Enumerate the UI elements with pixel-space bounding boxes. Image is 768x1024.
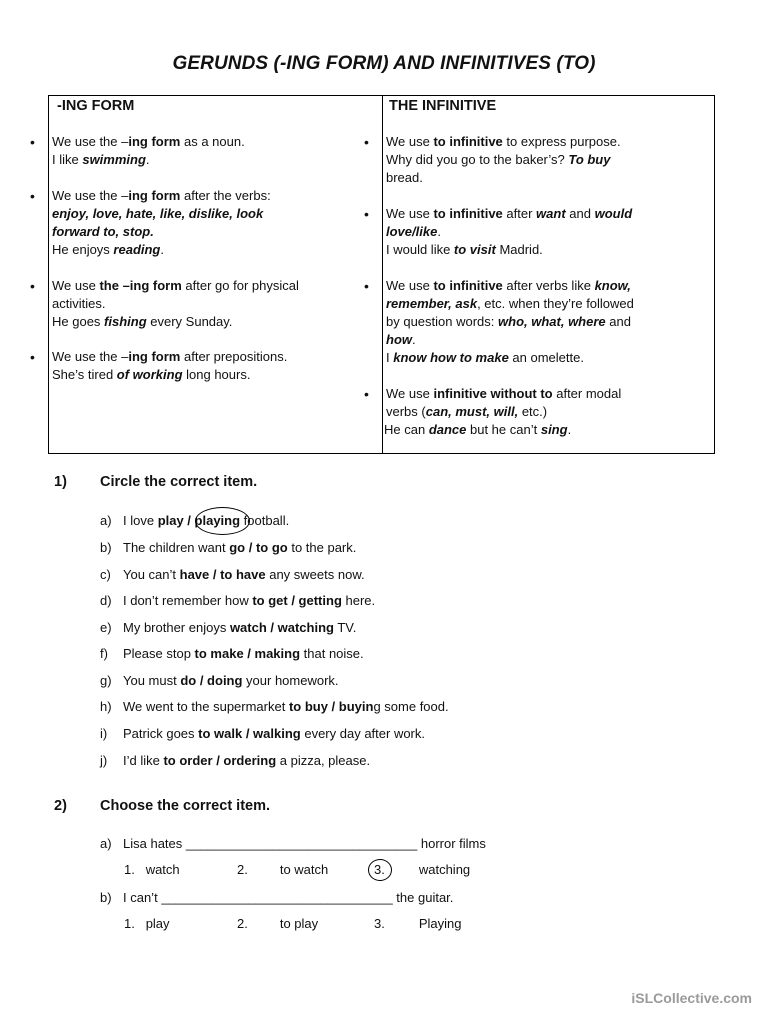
exercise1-item-i: i) Patrick goes to walk / walking every day after work. [100, 726, 426, 741]
bullet: • [364, 386, 369, 402]
bullet: • [30, 349, 35, 365]
section2-heading: 2) Choose the correct item. [54, 798, 271, 814]
option-a-2: 2. to watch [237, 862, 329, 877]
section1-number: 1) [54, 474, 67, 490]
inf-rule-modal: • We use infinitive without to after modal verbs (can, must, will, etc.) He can dance but he can’t sing. [364, 386, 622, 437]
exercise1-item-f: f) Please stop to make / making that noise. [100, 646, 364, 661]
exercise2-question-a: a) Lisa hates ________________________________ horror films [100, 836, 486, 851]
exercise1-item-d: d) I don’t remember how to get / getting here. [100, 593, 376, 608]
bullet: • [364, 134, 369, 150]
ing-rule-noun: • We use the –ing form as a noun. I like swimming. [30, 134, 245, 167]
answer-blank: ________________________________ [161, 890, 393, 905]
exercise1-item-c: c) You can’t have / to have any sweets now. [100, 567, 365, 582]
option-b-3: 3. Playing [374, 916, 462, 931]
bullet: • [364, 206, 369, 222]
bullet: • [364, 278, 369, 294]
ing-rule-prepositions: • We use the –ing form after prepositions. She’s tired of working long hours. [30, 349, 288, 382]
ing-rule-go-for: • We use the –ing form after go for physical activities. He goes fishing every Sunday. [30, 278, 299, 329]
answer-circle-option-3 [368, 859, 392, 881]
inf-rule-purpose: • We use to infinitive to express purpose. Why did you go to the baker’s? To buy bread. [364, 134, 621, 185]
option-b-2: 2. to play [237, 916, 319, 931]
ing-rule-verbs: • We use the –ing form after the verbs: enjoy, love, hate, like, dislike, look forward to, stop. He enjoys reading. [30, 188, 271, 257]
exercise1-item-e: e) My brother enjoys watch / watching TV. [100, 620, 357, 635]
bullet: • [30, 278, 35, 294]
section1-heading: 1) Circle the correct item. [54, 474, 258, 490]
exercise2-question-b: b) I can’t ________________________________ the guitar. [100, 890, 454, 905]
answer-blank: ________________________________ [185, 836, 418, 851]
exercise1-item-j: j) I’d like to order / ordering a pizza, please. [100, 753, 371, 768]
section2-number: 2) [54, 798, 67, 814]
column-divider [382, 96, 383, 453]
option-a-1: 1. watch [124, 862, 180, 877]
option-a-3: 3. watching [374, 862, 471, 877]
inf-rule-question-words: • We use to infinitive after verbs like know, remember, ask, etc. when they’re followed by question words: who, what, where and how. I know how to make an omelette. [364, 278, 634, 365]
exercise1-item-h: h) We went to the supermarket to buy / buying some food. [100, 699, 449, 714]
bullet: • [30, 134, 35, 150]
exercise1-item-a: a) I love play / playing football. [100, 513, 290, 528]
answer-circle-a [195, 507, 250, 535]
infinitive-header: THE INFINITIVE [389, 98, 497, 114]
inf-rule-want: • We use to infinitive after want and would love/like. I would like to visit Madrid. [364, 206, 633, 257]
worksheet-title: GERUNDS (-ING FORM) AND INFINITIVES (TO) [172, 53, 596, 74]
bullet: • [30, 188, 35, 204]
site-watermark: iSLCollective.com [631, 990, 752, 1006]
exercise1-item-g: g) You must do / doing your homework. [100, 673, 339, 688]
exercise1-item-b: b) The children want go / to go to the park. [100, 540, 357, 555]
option-b-1: 1. play [124, 916, 170, 931]
ing-form-header: -ING FORM [57, 98, 135, 114]
